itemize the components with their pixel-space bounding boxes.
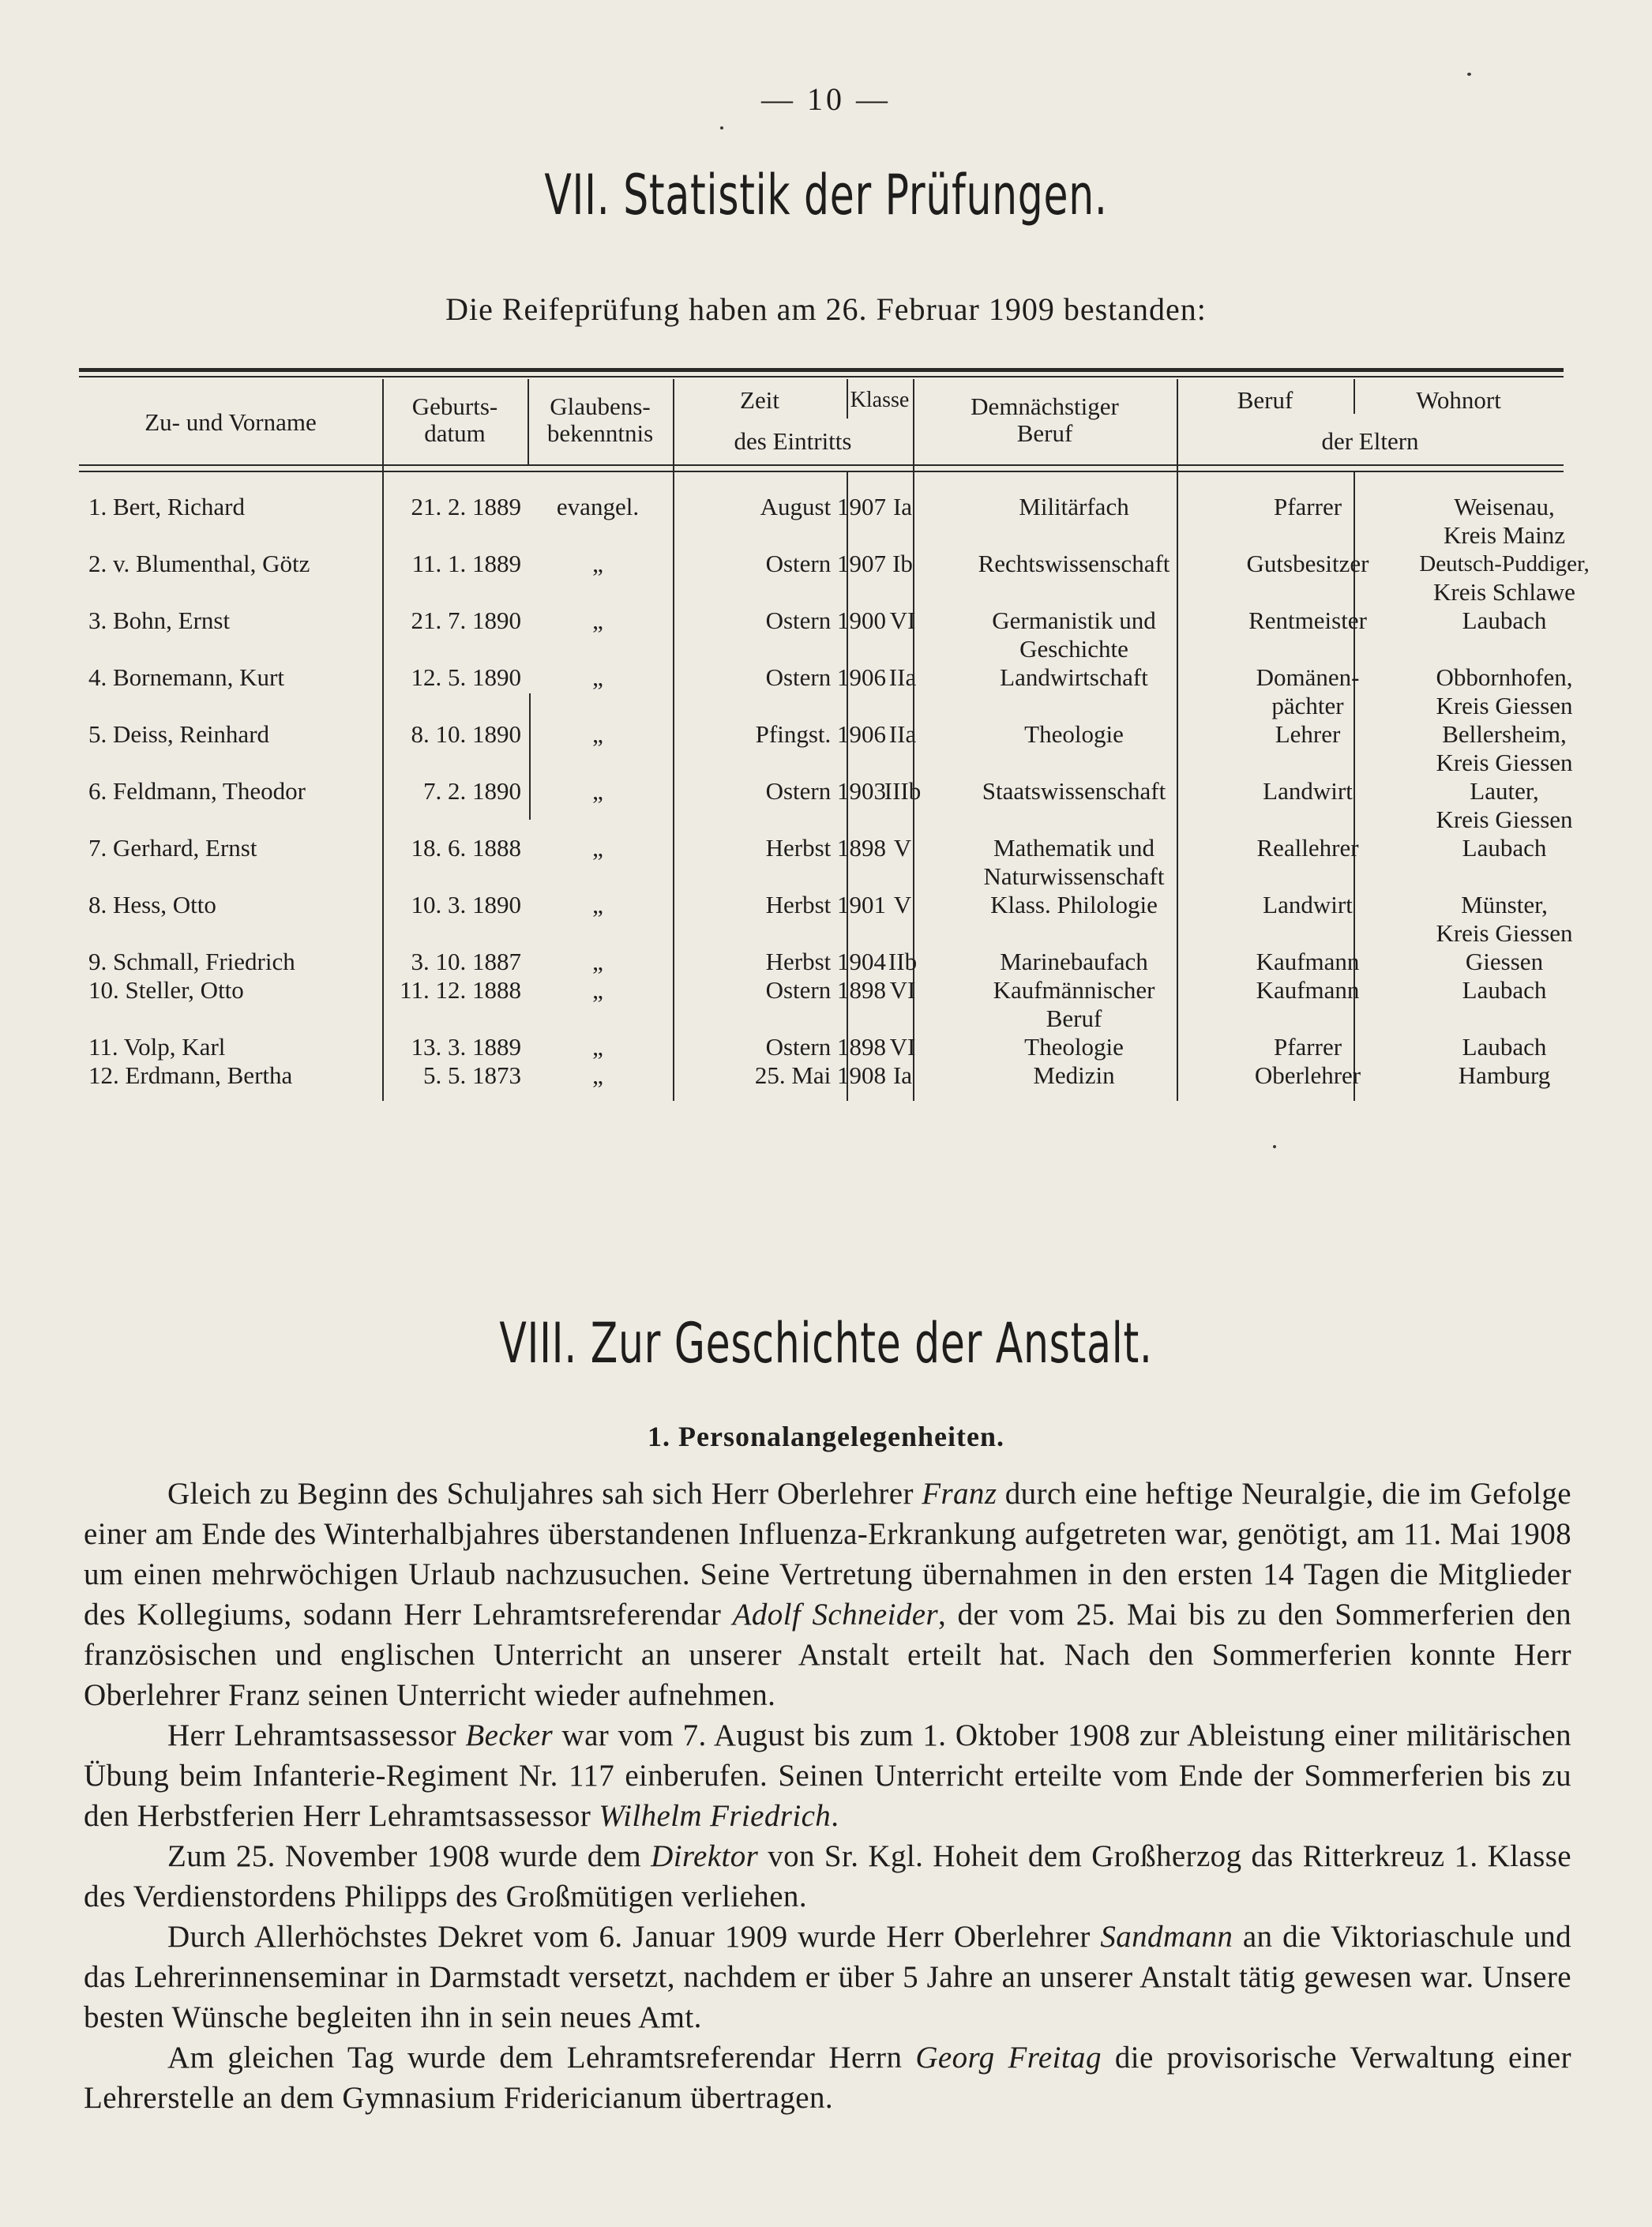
header-name: Zu- und Vorname — [145, 408, 317, 436]
row-parent-residence: Laubach — [1462, 607, 1547, 634]
text-run: von Sr. Kgl. Hoheit dem Großherzog das Ritterkreuz 1. Klasse des Verdienstordens Philipps des Großmütigen verliehen. — [84, 1839, 1571, 1913]
exam-statistics-table — [79, 368, 1590, 1102]
row-parent-occupation: Kaufmann — [1256, 948, 1360, 975]
row-parent-occupation: Gutsbesitzer — [1246, 550, 1369, 577]
text-run: Zum 25. November 1908 wurde dem — [167, 1839, 651, 1873]
scan-speck — [1467, 73, 1471, 76]
row-birth-date: 11. 1. 1889 — [411, 550, 521, 577]
section-8-title: VIII. Zur Geschichte der Anstalt. — [499, 1311, 1153, 1376]
text-run: , der vom 25. Mai bis zu den Sommerferien den französischen und englischen Unterricht an unserer Anstalt erteilt hat. Nach den Sommerferien konnte Herr Oberlehrer Franz seinen Unterricht wieder aufnehmen. — [84, 1598, 1572, 1712]
row-birth-date: 3. 10. 1887 — [411, 948, 521, 975]
row-entry-time: Herbst 1901 — [765, 891, 886, 918]
row-parent-residence: Giessen — [1465, 948, 1544, 975]
row-religion: „ — [592, 976, 603, 1004]
header-parent-residence: Wohnort — [1416, 386, 1501, 414]
row-parent-occupation: Domänen- — [1256, 663, 1360, 691]
row-religion: „ — [592, 663, 603, 691]
italic-name: Wilhelm Friedrich — [599, 1799, 832, 1833]
row-name: 5. Deiss, Reinhard — [88, 720, 270, 748]
row-birth-date: 8. 10. 1890 — [411, 720, 521, 748]
row-entry-class: Ia — [892, 1061, 913, 1089]
row-entry-time: Ostern 1900 — [765, 607, 886, 634]
row-future-career: Staatswissenschaft — [982, 777, 1166, 805]
row-birth-date: 5. 5. 1873 — [423, 1061, 521, 1089]
row-entry-class: Ib — [892, 550, 913, 577]
header-parent-occupation: Beruf — [1237, 386, 1293, 414]
row-entry-class: IIa — [888, 720, 917, 748]
text-run: Gleich zu Beginn des Schuljahres sah sich Herr Oberlehrer — [167, 1477, 922, 1511]
text-run: Durch Allerhöchstes Dekret vom 6. Januar 1909 wurde Herr Oberlehrer — [167, 1920, 1101, 1954]
row-entry-class: IIb — [888, 948, 918, 975]
row-religion: „ — [592, 1033, 603, 1061]
section-7-intro: Die Reifeprüfung haben am 26. Februar 1909 bestanden: — [445, 291, 1207, 327]
italic-name: Franz — [922, 1477, 997, 1511]
row-future-career-line2: Beruf — [1046, 1005, 1102, 1032]
text-run: durch eine heftige Neuralgie, die im Gefolge einer am Ende des Winterhalbjahres überstandenen Influenza-Erkrankung aufgetreten war, genötigt, am 11. Mai 1908 um einen mehrwöchigen Urlaub nachzusuchen. Seine Vertretung übernahmen in den ersten 14 Tagen die Mitglieder des Kollegiums, sodann Herr Lehramtsreferendar — [84, 1477, 1571, 1632]
row-entry-time: Ostern 1907 — [765, 550, 886, 577]
row-parent-residence: Laubach — [1462, 976, 1547, 1004]
paragraph — [84, 1474, 1571, 1715]
row-parent-residence: Laubach — [1462, 1033, 1547, 1061]
row-name: 6. Feldmann, Theodor — [88, 777, 306, 805]
header-beruf-1: Demnächstiger — [971, 392, 1119, 420]
row-name: 1. Bert, Richard — [88, 493, 246, 520]
row-parent-residence: Deutsch-Puddiger, — [1419, 551, 1590, 576]
row-birth-date: 21. 2. 1889 — [411, 493, 521, 520]
row-parent-residence: Lauter, — [1470, 777, 1539, 805]
row-entry-class: Ia — [892, 493, 913, 520]
row-entry-time: August 1907 — [760, 493, 886, 520]
row-parent-residence-line2: Kreis Giessen — [1436, 806, 1573, 833]
row-parent-occupation: Landwirt — [1263, 777, 1353, 805]
header-parents: der Eltern — [1321, 427, 1419, 455]
row-entry-time: Ostern 1903 — [765, 777, 886, 805]
row-entry-time: 25. Mai 1908 — [754, 1061, 886, 1089]
italic-name: Direktor — [651, 1839, 759, 1873]
scan-speck — [720, 126, 723, 130]
row-entry-time: Ostern 1898 — [765, 1033, 886, 1061]
text-run: die provisorische Verwaltung einer Lehrerstelle an dem Gymnasium Fridericianum übertragen. — [84, 2041, 1571, 2115]
row-future-career: Klass. Philologie — [990, 891, 1158, 918]
row-name: 10. Steller, Otto — [88, 976, 244, 1004]
row-entry-class: V — [893, 891, 912, 918]
row-entry-class: IIa — [888, 663, 917, 691]
row-birth-date: 12. 5. 1890 — [411, 663, 521, 691]
row-parent-residence-line2: Kreis Giessen — [1436, 692, 1573, 719]
section-7-title: VII. Statistik der Prüfungen. — [544, 163, 1108, 227]
section-8-body — [84, 1474, 1571, 2118]
row-future-career: Landwirtschaft — [1000, 663, 1148, 691]
row-birth-date: 7. 2. 1890 — [423, 777, 521, 805]
header-zeit: Zeit — [740, 386, 779, 414]
header-religion-1: Glaubens- — [550, 392, 651, 420]
row-parent-occupation: Landwirt — [1263, 891, 1353, 918]
italic-name: Sandmann — [1100, 1920, 1233, 1954]
row-entry-class: V — [893, 834, 912, 862]
header-religion-2: bekenntnis — [546, 419, 654, 447]
paragraph — [84, 1715, 1571, 1836]
row-parent-residence: Laubach — [1462, 834, 1547, 862]
row-entry-time: Herbst 1904 — [765, 948, 886, 975]
page-number: — 10 — — [761, 81, 891, 117]
header-klasse: Klasse — [850, 388, 910, 412]
row-future-career: Theologie — [1024, 720, 1124, 748]
header-beruf-2: Beruf — [1016, 419, 1073, 447]
paragraph — [84, 1917, 1571, 2037]
row-entry-time: Herbst 1898 — [765, 834, 886, 862]
italic-name: Georg Freitag — [915, 2041, 1102, 2075]
table-top-rule-inner — [79, 376, 1564, 377]
row-birth-date: 18. 6. 1888 — [411, 834, 521, 862]
row-religion: „ — [592, 891, 603, 918]
row-religion: „ — [592, 777, 603, 805]
table-header-rule-2 — [79, 471, 1564, 472]
row-parent-occupation: Pfarrer — [1273, 1033, 1342, 1061]
row-future-career: Theologie — [1024, 1033, 1124, 1061]
row-parent-occupation: Pfarrer — [1273, 493, 1342, 520]
row-parent-residence: Hamburg — [1458, 1061, 1551, 1089]
row-entry-class: VI — [889, 1033, 916, 1061]
row-birth-date: 21. 7. 1890 — [411, 607, 521, 634]
row-birth-date: 10. 3. 1890 — [411, 891, 521, 918]
header-eintritt: des Eintritts — [734, 427, 852, 455]
italic-name: Adolf Schneider — [732, 1598, 939, 1632]
row-future-career: Mathematik und — [993, 834, 1155, 862]
row-religion: „ — [592, 550, 603, 577]
scan-speck — [1273, 1145, 1276, 1148]
row-future-career: Rechtswissenschaft — [978, 550, 1170, 577]
row-name: 3. Bohn, Ernst — [88, 607, 231, 634]
row-religion: evangel. — [556, 493, 640, 520]
section-8-subtitle: 1. Personalangelegenheiten. — [648, 1421, 1004, 1452]
row-entry-class: VI — [889, 607, 916, 634]
row-parent-residence-line2: Kreis Schlawe — [1433, 578, 1575, 606]
row-parent-occupation: Oberlehrer — [1254, 1061, 1361, 1089]
row-parent-occupation: Reallehrer — [1256, 834, 1359, 862]
table-header-rule — [79, 464, 1564, 466]
row-parent-residence: Weisenau, — [1454, 493, 1555, 520]
paragraph — [84, 2037, 1571, 2118]
table-top-rule — [79, 368, 1564, 372]
row-parent-residence: Obbornhofen, — [1436, 663, 1573, 691]
row-name: 8. Hess, Otto — [88, 891, 216, 918]
row-parent-residence-line2: Kreis Mainz — [1443, 521, 1566, 549]
row-name: 11. Volp, Karl — [88, 1033, 226, 1061]
row-future-career: Kaufmännischer — [993, 976, 1155, 1004]
text-run: an die Viktoriaschule und das Lehrerinnenseminar in Darmstadt versetzt, nachdem er über 5 Jahre an unserer Anstalt tätig gewesen war. Unsere besten Wünsche begleiten ihn in sein neues Amt. — [84, 1920, 1571, 2034]
row-religion: „ — [592, 607, 603, 634]
row-future-career: Medizin — [1033, 1061, 1115, 1089]
row-parent-occupation: Rentmeister — [1248, 607, 1367, 634]
header-birth-1: Geburts- — [411, 392, 498, 420]
row-parent-residence: Münster, — [1461, 891, 1548, 918]
row-parent-occupation-line2: pächter — [1271, 692, 1344, 719]
row-name: 7. Gerhard, Ernst — [88, 834, 257, 862]
row-name: 9. Schmall, Friedrich — [88, 948, 295, 975]
text-run: Am gleichen Tag wurde dem Lehramtsreferendar Herrn — [167, 2041, 916, 2075]
header-birth-2: datum — [424, 419, 486, 447]
row-parent-residence-line2: Kreis Giessen — [1436, 749, 1573, 776]
row-future-career: Marinebaufach — [1000, 948, 1148, 975]
row-entry-time: Pfingst. 1906 — [755, 720, 886, 748]
text-run: . — [831, 1799, 839, 1833]
row-future-career: Germanistik und — [992, 607, 1156, 634]
row-entry-time: Ostern 1906 — [765, 663, 886, 691]
paragraph — [84, 1836, 1571, 1917]
row-name: 12. Erdmann, Bertha — [88, 1061, 293, 1089]
row-religion: „ — [592, 834, 603, 862]
row-entry-class: VI — [889, 976, 916, 1004]
row-parent-occupation: Lehrer — [1275, 720, 1341, 748]
row-entry-time: Ostern 1898 — [765, 976, 886, 1004]
row-religion: „ — [592, 1061, 603, 1089]
row-name: 4. Bornemann, Kurt — [88, 663, 284, 691]
row-birth-date: 11. 12. 1888 — [400, 976, 521, 1004]
row-parent-residence-line2: Kreis Giessen — [1436, 919, 1573, 947]
row-future-career-line2: Naturwissenschaft — [983, 862, 1165, 890]
row-birth-date: 13. 3. 1889 — [411, 1033, 521, 1061]
row-future-career-line2: Geschichte — [1019, 635, 1128, 663]
row-entry-class: IIIb — [884, 777, 922, 805]
italic-name: Becker — [465, 1718, 554, 1752]
text-run: Herr Lehramtsassessor — [167, 1718, 466, 1752]
row-religion: „ — [592, 720, 603, 748]
row-name: 2. v. Blumenthal, Götz — [88, 550, 310, 577]
row-parent-occupation: Kaufmann — [1256, 976, 1360, 1004]
row-religion: „ — [592, 948, 603, 975]
row-future-career: Militärfach — [1019, 493, 1129, 520]
row-parent-residence: Bellersheim, — [1442, 720, 1567, 748]
text-run: war vom 7. August bis zum 1. Oktober 1908 zur Ableistung einer militärischen Übung beim Infanterie-Regiment Nr. 117 einberufen. Seinen Unterricht erteilte vom Ende der Sommerferien bis zu den Herbstferien Herr Lehramtsassessor — [84, 1718, 1571, 1833]
